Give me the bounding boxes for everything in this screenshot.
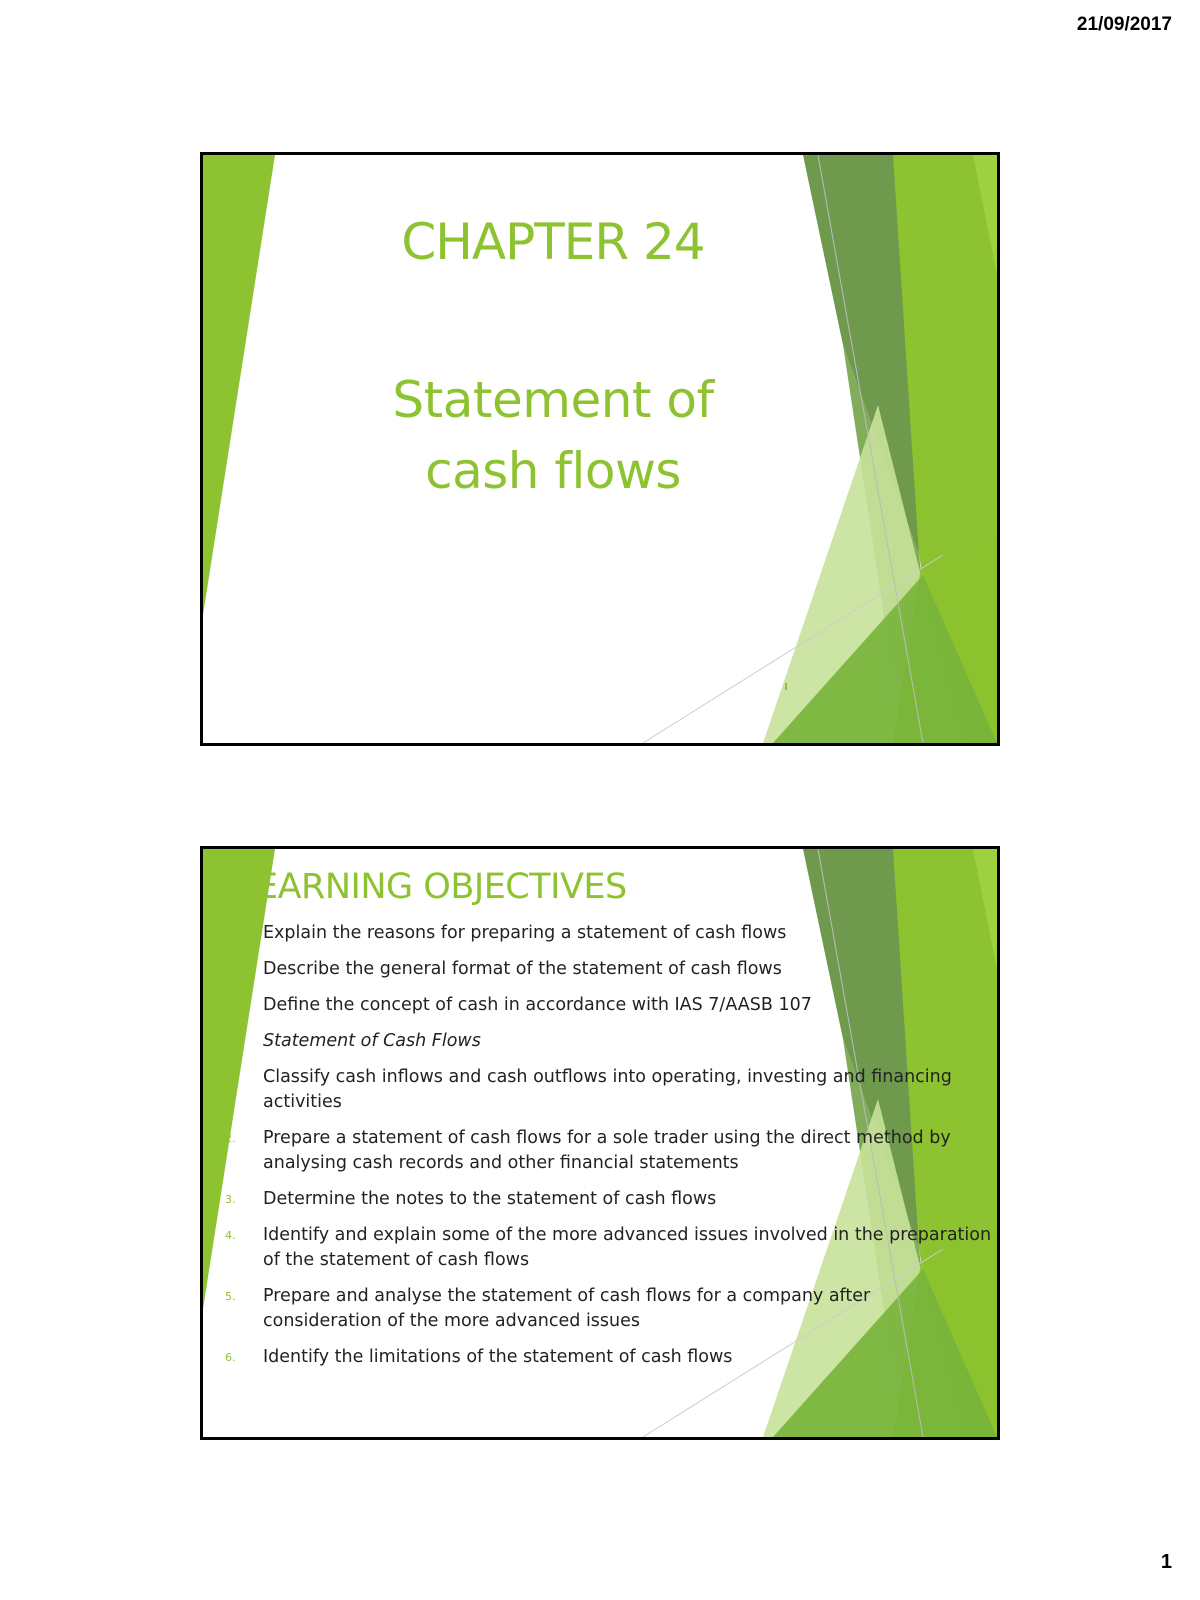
list-item	[203, 993, 993, 1018]
list-item-number: 1.	[225, 927, 236, 940]
chapter-title: CHAPTER 24	[401, 213, 705, 271]
slide-marker	[785, 683, 787, 690]
list-item	[203, 921, 993, 946]
learning-objectives-list	[203, 921, 993, 1381]
page-number: 1	[1160, 1551, 1172, 1573]
list-item-text: Identify and explain some of the more advanced issues involved in the preparation of the statement of cash flows	[263, 1225, 992, 1270]
learning-objectives-heading: LEARNING OBJECTIVES	[237, 867, 627, 907]
slide-title	[200, 152, 1000, 746]
list-item	[203, 957, 993, 982]
list-item-text: Explain the reasons for preparing a statement of cash flows	[263, 923, 787, 943]
list-item	[203, 1223, 993, 1273]
page-date: 21/09/2017	[1076, 14, 1172, 35]
list-item-number: 4.	[225, 1229, 236, 1242]
list-item	[203, 1345, 993, 1370]
list-item-text: Statement of Cash Flows	[263, 1031, 481, 1051]
list-item-text: Prepare and analyse the statement of cash flows for a company after consideration of the more advanced issues	[263, 1286, 871, 1331]
list-item-text: Determine the notes to the statement of cash flows	[263, 1189, 717, 1209]
slide-learning-objectives	[200, 846, 1000, 1440]
list-item	[203, 1029, 993, 1054]
list-item	[203, 1065, 993, 1115]
list-item	[203, 1284, 993, 1334]
list-item-text: Define the concept of cash in accordance with IAS 7/AASB 107	[263, 995, 812, 1015]
list-item-text: Prepare a statement of cash flows for a sole trader using the direct method by analysing cash records and other financial statements	[263, 1128, 951, 1173]
list-item-number: 5.	[225, 1290, 236, 1303]
list-item-number: 1.	[225, 1071, 236, 1084]
list-item-number: 3.	[225, 1193, 236, 1206]
list-item	[203, 1187, 993, 1212]
list-item	[203, 1126, 993, 1176]
list-item-number: 2.	[225, 1132, 236, 1145]
list-item-number: 2.	[225, 963, 236, 976]
list-item-number: 3.	[225, 999, 236, 1012]
list-item-text: Identify the limitations of the statement of cash flows	[263, 1347, 733, 1367]
subtitle-line-2: cash flows	[425, 442, 681, 500]
subtitle-line-1: Statement of	[392, 371, 714, 429]
list-item-text: Describe the general format of the statement of cash flows	[263, 959, 782, 979]
chapter-subtitle	[353, 365, 753, 507]
list-item-number: 6.	[225, 1351, 236, 1364]
list-item-text: Classify cash inflows and cash outflows into operating, investing and financing activities	[263, 1067, 952, 1112]
